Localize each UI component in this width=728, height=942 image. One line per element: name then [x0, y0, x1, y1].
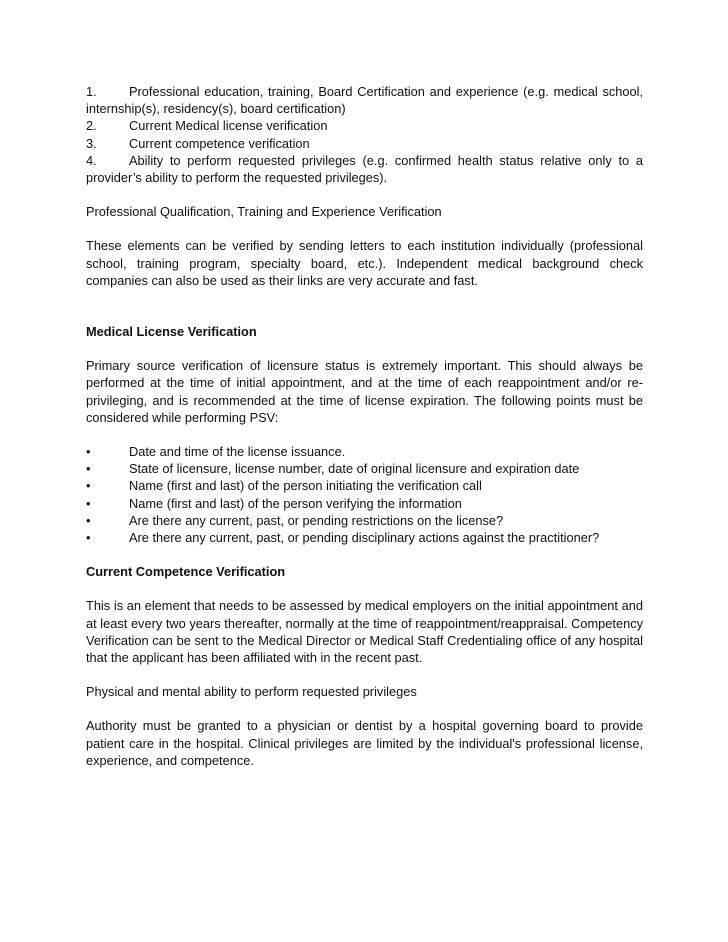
item-number: 3. [86, 135, 97, 151]
item-number: 1. [86, 84, 97, 99]
section-heading-competence: Current Competence Verification [86, 564, 286, 580]
numbered-list [86, 83, 643, 186]
section-body-license: Primary source verification of licensure status is extremely important. This should always be performed at the time of initial appointment, and at the time of each reappointment and/or re-privileging, and is recommended at the time of license expiration. The following points must be considered while performing PSV: [86, 358, 643, 425]
bullet-text: Name (first and last) of the person verifying the information [129, 495, 462, 511]
numbered-item [86, 83, 643, 117]
item-text: Current competence verification [129, 135, 310, 151]
section-heading-qualification: Professional Qualification, Training and Experience Verification [86, 204, 442, 220]
item-number: 4. [86, 152, 97, 168]
list-item [86, 443, 643, 460]
item-number: 2. [86, 118, 97, 134]
numbered-item [86, 117, 643, 134]
bullet-icon: • [86, 530, 91, 546]
section-body-competence: This is an element that needs to be assessed by medical employers on the initial appointment and at least every two years thereafter, normally at the time of reappointment/reappraisal. Competency Verification can be sent to the Medical Director or Medical Staff Credentialing office of any hospital that the applicant has been affiliated with in the recent past. [86, 598, 643, 666]
numbered-item [86, 135, 643, 152]
item-text: Current Medical license verification [129, 118, 328, 134]
bullet-icon: • [86, 495, 91, 511]
section-body-ability: Authority must be granted to a physician or dentist by a hospital governing board to provide patient care in the hospital. Clinical privileges are limited by the individual's professional license, experience, and competence. [86, 718, 643, 768]
bullet-text: Name (first and last) of the person initiating the verification call [129, 478, 482, 494]
bullet-text: Date and time of the license issuance. [129, 444, 346, 460]
bullet-list [86, 443, 643, 546]
item-text: Ability to perform requested privileges (e.g. confirmed health status relative only to a provider’s ability to perform the requested privileges). [86, 152, 643, 186]
section-body-qualification: These elements can be verified by sending letters to each institution individually (professional school, training program, specialty board, etc.). Independent medical background check companies can also be used as their links are very accurate and fast. [86, 238, 643, 288]
bullet-icon: • [86, 478, 91, 494]
list-item [86, 512, 643, 529]
list-item [86, 460, 643, 477]
bullet-text: Are there any current, past, or pending disciplinary actions against the practitioner? [129, 530, 600, 546]
list-item [86, 495, 643, 512]
bullet-text: State of licensure, license number, date of original licensure and expiration date [129, 461, 580, 477]
bullet-icon: • [86, 461, 91, 477]
section-heading-ability: Physical and mental ability to perform requested privileges [86, 684, 417, 700]
section-heading-license: Medical License Verification [86, 324, 257, 340]
list-item [86, 477, 643, 494]
numbered-item [86, 152, 643, 186]
item-text: Professional education, training, Board Certification and experience (e.g. medical school, internship(s), residency(s), board certification) [86, 84, 643, 117]
bullet-icon: • [86, 512, 91, 528]
bullet-icon: • [86, 444, 91, 460]
list-item [86, 529, 643, 546]
bullet-text: Are there any current, past, or pending restrictions on the license? [129, 512, 504, 528]
